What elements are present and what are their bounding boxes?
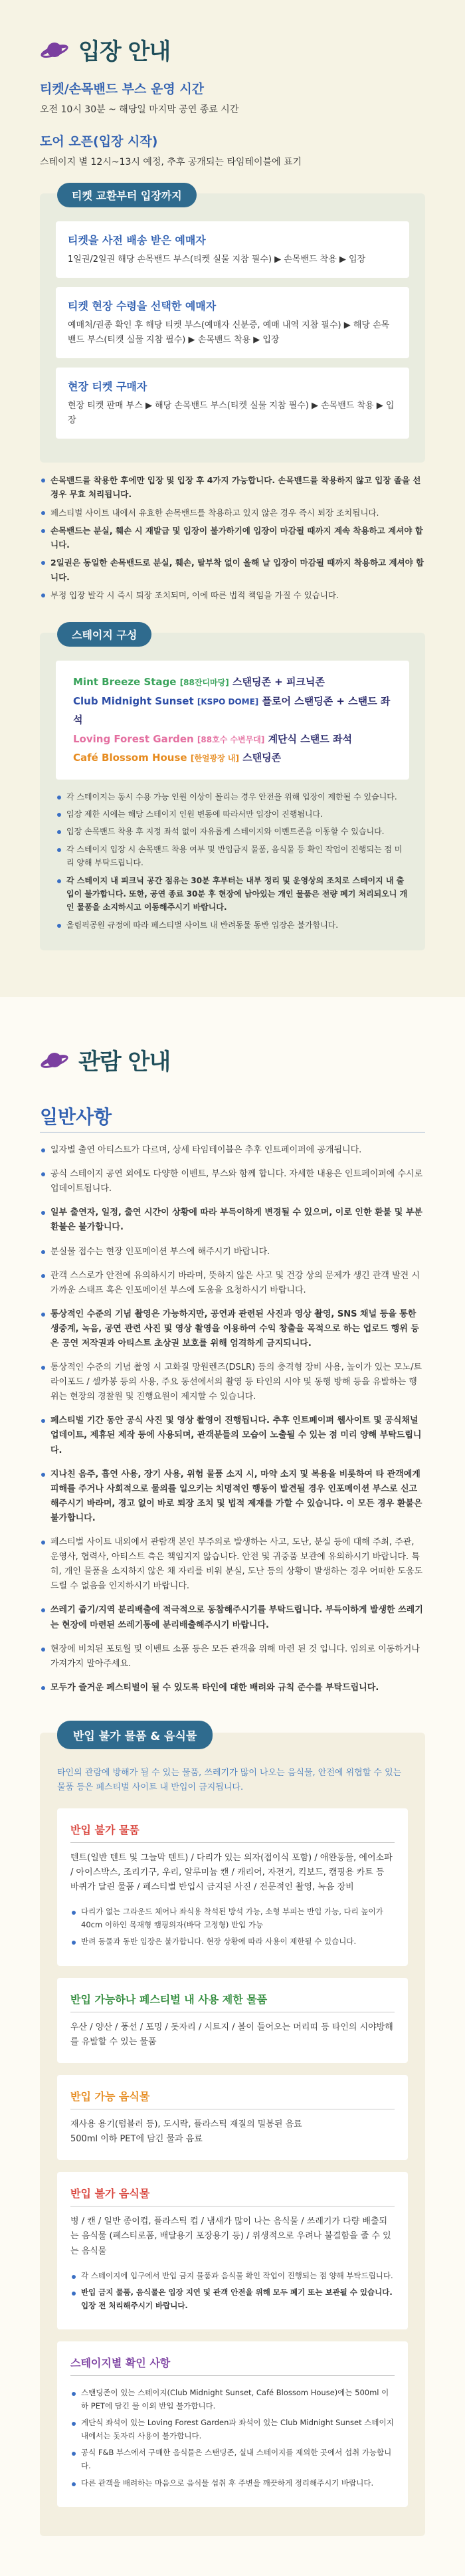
- guide-items: [40, 1143, 425, 1695]
- stage-venue: [한얼광장 내]: [190, 754, 239, 764]
- ban-card-title: 스테이지별 확인 사항: [70, 2357, 171, 2370]
- ban-intro: 타인의 관람에 방해가 될 수 있는 물품, 쓰레기가 많이 나오는 음식물, 안전에 위협할 수 있는 물품 등은 페스티벌 사이트 내 반입이 금지됩니다.: [57, 1767, 402, 1792]
- ban-card-notes: [70, 1905, 395, 1949]
- ban-card-text: 재사용 용기(텀블러 등), 도시락, 플라스틱 재질의 밀봉된 음료 500ml 이하 PET에 담긴 물과 음료: [70, 2119, 302, 2145]
- stage-panel: [40, 629, 425, 950]
- guide-title: 관람 안내: [78, 1049, 171, 1076]
- ticket-card: [56, 287, 409, 358]
- entry-title: 입장 안내: [78, 39, 171, 65]
- note-item: 반려 동물과 동반 입장은 불가합니다. 현장 상황에 따라 사용이 제한될 수 있습니다.: [70, 1935, 395, 1949]
- hours-title: 티켓/손목밴드 부스 운영 시간: [40, 82, 205, 96]
- ticket-card-text: 1일권/2일권 해당 손목밴드 부스(티켓 실물 지참 필수) ▶ 손목밴드 착용 ▶ 입장: [68, 254, 366, 265]
- planet-icon: [40, 39, 69, 61]
- hours-block: [40, 79, 425, 118]
- ban-card: [57, 1978, 408, 2063]
- ticket-pill: 티켓 교환부터 입장까지: [57, 183, 197, 207]
- note-item: 각 스테이지는 동시 수용 가능 인원 이상이 몰리는 경우 안전을 위해 입장이 제한될 수 있습니다.: [56, 790, 409, 804]
- note-item: 2일권은 동일한 손목밴드로 분실, 훼손, 탈부착 없이 올해 날 입장이 마감될 때까지 착용하고 계셔야 합니다.: [40, 556, 425, 584]
- ticket-card-title: 티켓 현장 수령을 선택한 예매자: [68, 299, 217, 312]
- stage-name: Mint Breeze Stage: [73, 676, 177, 689]
- ticket-cards: [56, 221, 409, 439]
- ban-card-title: 반입 불가 음식물: [70, 2187, 150, 2200]
- note-item: 입장 제한 시에는 해당 스테이지 인원 변동에 따라서만 입장이 진행됩니다.: [56, 807, 409, 821]
- stage-row: [73, 692, 392, 730]
- note-item: 각 스테이지 내 피크닉 공간 점유는 30분 후부터는 내부 정리 및 운영상의 조치로 스테이지 내 출입이 불가합니다. 또한, 공연 종료 30분 후 현장에 남아있는 개인 물품은 전량 폐기 처리되오니 개인 물품을 소지하시고 이동해주시기 바랍니다.: [56, 874, 409, 914]
- stage-notes: [56, 790, 409, 932]
- note-item: 각 스테이지에 입구에서 반입 금지 물품과 음식물 확인 작업이 진행되는 점 양해 부탁드립니다.: [70, 2270, 395, 2283]
- guide-item: 쓰레기 줍기/지역 분리배출에 적극적으로 동참해주시기를 부탁드립니다. 부득이하게 발생한 쓰레기는 현장에 마련된 쓰레기통에 분리배출해주시기 바랍니다.: [40, 1603, 425, 1632]
- note-item: 올림픽공원 규정에 따라 페스티벌 사이트 내 반려동물 동반 입장은 불가합니다.: [56, 918, 409, 932]
- ban-card-title: 반입 가능하나 페스티벌 내 사용 제한 물품: [70, 1993, 268, 2006]
- ban-card-title: 반입 불가 물품: [70, 1824, 140, 1837]
- ticket-card: [56, 221, 409, 278]
- open-title: 도어 오픈(입장 시작): [40, 134, 158, 149]
- stage-name: Loving Forest Garden: [73, 732, 194, 745]
- ban-card-text: 병 / 캔 / 일반 종이컵, 플라스틱 컵 / 냄새가 많이 나는 음식물 / 쓰레기가 다량 배출되는 음식물 (폐스티로폼, 배달용기 포장용기 등) / 위생적으로 우려나 불결함을 줄 수 있는 음식물: [70, 2216, 391, 2256]
- ban-pill: 반입 불가 물품 & 음식물: [57, 1721, 213, 1749]
- ban-card: [57, 2075, 408, 2160]
- guide-item: 관객 스스로가 안전에 유의하시기 바라며, 뜻하지 않은 사고 및 건강 상의 문제가 생긴 관객 발견 시 가까운 스태프 혹은 인포메이션 부스에 도움을 요청하시기 바랍니다.: [40, 1269, 425, 1298]
- stage-desc: 스탠딩존: [242, 752, 282, 764]
- guide-item: 현장에 비치된 포토월 및 이벤트 소품 등은 모든 관객을 위해 마련 된 것 입니다. 임의로 이동하거나 가져가지 말아주세요.: [40, 1642, 425, 1671]
- stage-row: [73, 730, 392, 749]
- ban-card-title: 반입 가능 음식물: [70, 2090, 150, 2103]
- note-item: 계단식 좌석이 있는 Loving Forest Garden과 좌석이 있는 Club Midnight Sunset 스테이지 내에서는 돗자리 사용이 불가합니다.: [70, 2416, 395, 2442]
- stage-name: Café Blossom House: [73, 752, 187, 764]
- guide-item: 페스티벌 기간 동안 공식 사진 및 영상 촬영이 진행됩니다. 추후 인트페이퍼 웹사이트 및 공식채널 업데이트, 제휴된 제작 등에 사용되며, 관객분들의 모습이 노출될 수 있는 점 미리 양해 부탁드립니다.: [40, 1414, 425, 1457]
- planet-icon: [40, 1049, 69, 1071]
- ban-card: [57, 1808, 408, 1966]
- ban-card-text: 텐트(일반 텐트 및 그늘막 텐트) / 다리가 있는 의자(접이식 포함) / 애완동물, 에어소파 / 아이스박스, 조리기구, 우리, 알루미늄 캔 / 캐리어, 자전거, 킥보드, 캠핑용 카트 등 바퀴가 달린 물품 / 페스티벌 반입시 금지된 사진 / 전문적인 촬영, 녹음 장비: [70, 1853, 393, 1893]
- note-item: 부정 입장 발각 시 즉시 퇴장 조치되며, 이에 따른 법적 책임을 가질 수 있습니다.: [40, 588, 425, 602]
- ban-cards: [57, 1808, 408, 2507]
- note-item: 다리가 없는 그라운드 체어나 좌식용 착석된 방석 가능, 소형 부피는 반입 가능, 다리 높이가 40cm 이하인 목재형 캠핑의자(바닥 고정형) 반입 가능: [70, 1905, 395, 1931]
- guide-item: 통상적인 수준의 기념 촬영 시 고화질 망원렌즈(DSLR) 등의 충격형 장비 사용, 높이가 있는 모노/트라이포드 / 셀카봉 등의 사용, 주요 동선에서의 촬영 등 타인의 시야 및 동행 방해 등을 유발하는 행위는 현장의 경찰원 및 진행요원이 제지할 수 있습니다.: [40, 1360, 425, 1404]
- stage-desc: 스탠딩존 + 피크닉존: [232, 676, 325, 689]
- ban-card: [57, 2341, 408, 2507]
- stage-list: [56, 661, 409, 780]
- ticket-card-text: 예매처/권종 확인 후 해당 티켓 부스(예매자 신분증, 예매 내역 지참 필수) ▶ 해당 손목밴드 부스(티켓 실물 지참 필수) ▶ 손목밴드 착용 ▶ 입장: [68, 320, 390, 345]
- guide-item: 페스티벌 사이트 내외에서 관람객 본인 부주의로 발생하는 사고, 도난, 분실 등에 대해 주최, 주관, 운영사, 협력사, 아티스트 측은 책임지지 않습니다. 안전 및 귀중품 보관에 유의하시기 바랍니다. 특히, 개인 물품을 소지하지 않은 채 자리를 비워 분실, 도난 등의 상황이 발생하는 경우 어떠한 도움도 드릴 수 없음을 인지하시기 바랍니다.: [40, 1535, 425, 1594]
- stage-name: Club Midnight Sunset: [73, 695, 194, 707]
- stage-row: [73, 673, 392, 692]
- guide-item: 지나친 음주, 흡연 사용, 장기 사용, 위험 물품 소지 시, 마약 소지 및 복용을 비롯하여 타 관객에게 피해를 주거나 사회적으로 물의를 일으키는 치명적인 행동이 발견될 경우 인포메이션 부스로 신고해주시기 바라며, 경고 없이 바로 퇴장 조치 및 법적 제재를 가할 수 있습니다. 이 모든 경우 환불은 불가합니다.: [40, 1467, 425, 1526]
- entry-notes: [40, 473, 425, 602]
- open-text: 스테이지 별 12시~13시 예정, 추후 공개되는 타임테이블에 표기: [40, 156, 302, 167]
- ban-card-text: 우산 / 양산 / 풍선 / 포밍 / 돗자리 / 시트지 / 볼이 들어오는 머리띠 등 타인의 시야방해를 유발할 수 있는 물품: [70, 2022, 393, 2048]
- guide-item: 모두가 즐거운 페스티벌이 될 수 있도록 타인에 대한 배려와 규칙 준수를 부탁드립니다.: [40, 1681, 425, 1695]
- ban-card-divider: [70, 2375, 395, 2376]
- guide-header: [40, 1043, 425, 1076]
- ban-card-divider: [70, 1842, 395, 1843]
- guide-item: 일부 출연자, 일정, 출연 시간이 상황에 따라 부득이하게 변경될 수 있으며, 이로 인한 환불 및 부분 환불은 불가합니다.: [40, 1206, 425, 1235]
- stage-row: [73, 748, 392, 768]
- note-item: 각 스테이지 입장 시 손목밴드 착용 여부 및 반입금지 물품, 음식물 등 확인 작업이 진행되는 점 미리 양해 부탁드립니다.: [56, 843, 409, 870]
- note-item: 다른 관객을 배려하는 마음으로 음식물 섭취 후 주변을 깨끗하게 정리해주시기 바랍니다.: [70, 2477, 395, 2490]
- ticket-card-title: 현장 티켓 구매자: [68, 379, 147, 393]
- guide-item: 공식 스테이지 공연 외에도 다양한 이벤트, 부스와 함께 합니다. 자세한 내용은 인트페이퍼에 수시로 업데이트됩니다.: [40, 1167, 425, 1196]
- ban-card: [57, 2172, 408, 2329]
- note-item: 공식 F&B 부스에서 구매한 음식물은 스탠딩존, 실내 스테이지를 제외한 곳에서 섭취 가능합니다.: [70, 2446, 395, 2472]
- entry-header: [40, 33, 425, 66]
- stage-venue: [88잔디마당]: [179, 678, 229, 688]
- general-title: 일반사항: [40, 1106, 112, 1128]
- ban-card-notes: [70, 2387, 395, 2490]
- note-item: 입장 손목밴드 착용 후 지정 좌석 없이 자유롭게 스테이지와 이벤트존을 이동할 수 있습니다.: [56, 825, 409, 838]
- stage-desc: 플로어 스탠딩존 + 스탠드 좌석: [73, 695, 391, 726]
- ticket-card-title: 티켓을 사전 배송 받은 예매자: [68, 233, 206, 247]
- guide-item: 일자별 출연 아티스트가 다르며, 상세 타임테이블은 추후 인트페이퍼에 공개됩니다.: [40, 1143, 425, 1158]
- entry-section: [0, 0, 465, 997]
- stage-venue: [KSPO DOME]: [197, 697, 259, 706]
- note-item: 손목밴드를 착용한 후에만 입장 및 입장 후 4가지 가능합니다. 손목밴드를 착용하지 않고 입장 졸을 선 경우 무효 처리됩니다.: [40, 473, 425, 502]
- stage-pill: 스테이지 구성: [57, 622, 151, 647]
- ban-panel: [40, 1729, 425, 2536]
- ticket-panel: [40, 189, 425, 463]
- ticket-card-text: 현장 티켓 판매 부스 ▶ 해당 손목밴드 부스(티켓 실물 지참 필수) ▶ 손목밴드 착용 ▶ 입장: [68, 400, 395, 425]
- ticket-card: [56, 368, 409, 439]
- note-item: 손목밴드는 분실, 훼손 시 재발급 및 입장이 불가하기에 입장이 마감될 때까지 계속 착용하고 계셔야 합니다.: [40, 524, 425, 552]
- ban-card-notes: [70, 2270, 395, 2313]
- guide-item: 통상적인 수준의 기념 촬영은 가능하지만, 공연과 관련된 사진과 영상 촬영, SNS 채널 등을 통한 생중계, 녹음, 공연 관련 사진 및 영상 촬영을 이용하여 수익 창출을 목적으로 하는 업로드 행위 등은 공연 저작권과 아티스트 초상권 보호를 위해 엄격하게 금지되니다.: [40, 1307, 425, 1351]
- hours-text: 오전 10시 30분 ~ 해당일 마지막 공연 종료 시간: [40, 104, 239, 115]
- note-item: 스탠딩존이 있는 스테이지(Club Midnight Sunset, Café Blossom House)에는 500ml 이하 PET에 담긴 물 이외 반입 불가합니다.: [70, 2387, 395, 2413]
- note-item: 페스티벌 사이트 내에서 유효한 손목밴드를 착용하고 있지 않은 경우 즉시 퇴장 조치됩니다.: [40, 506, 425, 520]
- stage-desc: 계단식 스탠드 좌석: [268, 732, 352, 745]
- guide-section: [0, 997, 465, 2576]
- guide-item: 분실물 접수는 현장 인포메이션 부스에 해주시기 바랍니다.: [40, 1245, 425, 1259]
- note-item: 반입 금지 물품, 음식물은 입장 지연 및 관객 안전을 위해 모두 폐기 또는 보관될 수 있습니다. 입장 전 처리해주시기 바랍니다.: [70, 2286, 395, 2312]
- stage-venue: [88호수 수변무대]: [197, 734, 265, 744]
- open-block: [40, 132, 425, 171]
